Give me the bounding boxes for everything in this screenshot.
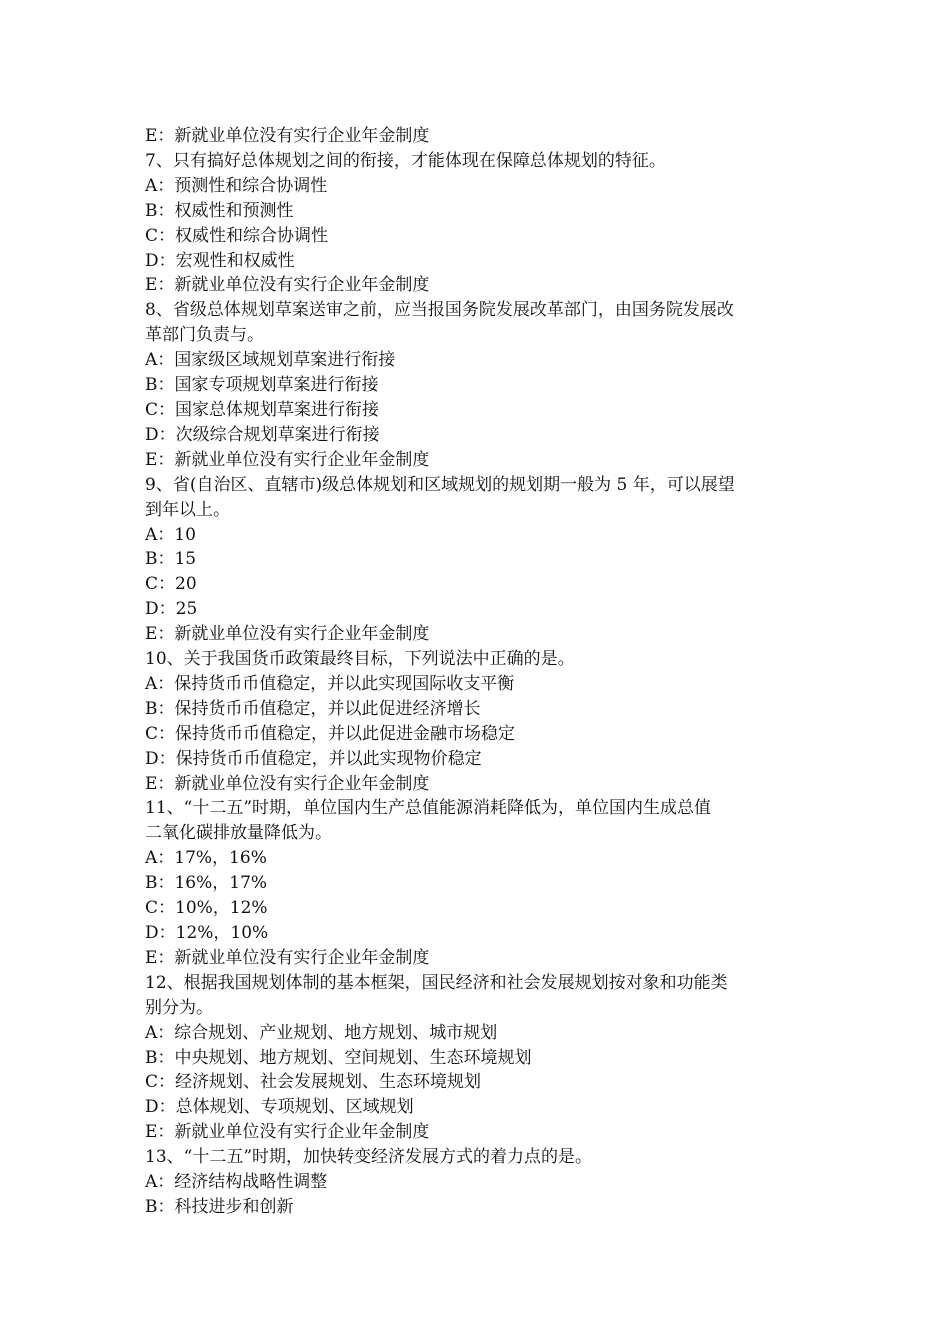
option-line: A：经济结构战略性调整 — [145, 1172, 328, 1193]
option-line: B：科技进步和创新 — [145, 1196, 294, 1217]
option-line: C：国家总体规划草案进行衔接 — [145, 399, 380, 420]
option-line: B：中央规划、地方规划、空间规划、生态环境规划 — [145, 1047, 532, 1068]
option-line: C：经济规划、社会发展规划、生态环境规划 — [145, 1072, 482, 1093]
question-line: 8、省级总体规划草案送审之前，应当报国务院发展改革部门，由国务院发展改 — [145, 300, 734, 321]
option-line: A：17%，16% — [145, 848, 267, 869]
option-line: E：新就业单位没有实行企业年金制度 — [145, 275, 430, 296]
option-line: D：25 — [145, 599, 198, 620]
question-line-continuation: 革部门负责与。 — [145, 325, 264, 346]
question-line-continuation: 别分为。 — [145, 997, 213, 1018]
option-line: B：国家专项规划草案进行衔接 — [145, 375, 379, 396]
question-line-continuation: 二氧化碳排放量降低为。 — [145, 823, 332, 844]
option-line: A：综合规划、产业规划、地方规划、城市规划 — [145, 1022, 498, 1043]
option-line: A：国家级区域规划草案进行衔接 — [145, 350, 396, 371]
option-line: C：10%，12% — [145, 898, 268, 919]
option-line: D：次级综合规划草案进行衔接 — [145, 424, 380, 445]
question-line: 7、只有搞好总体规划之间的衔接，才能体现在保障总体规划的特征。 — [145, 150, 666, 171]
option-line: B：权威性和预测性 — [145, 200, 294, 221]
option-line: A：预测性和综合协调性 — [145, 175, 328, 196]
option-line: B：16%，17% — [145, 873, 268, 894]
option-line: D：宏观性和权威性 — [145, 250, 295, 271]
option-line: A：10 — [145, 524, 196, 545]
option-line: E：新就业单位没有实行企业年金制度 — [145, 1122, 430, 1143]
question-line: 10、关于我国货币政策最终目标，下列说法中正确的是。 — [145, 649, 575, 670]
option-line: A：保持货币币值稳定，并以此实现国际收支平衡 — [145, 673, 515, 694]
option-line: C：权威性和综合协调性 — [145, 225, 329, 246]
option-line: E：新就业单位没有实行企业年金制度 — [145, 449, 430, 470]
option-line: D：保持货币币值稳定，并以此实现物价稳定 — [145, 748, 482, 769]
option-line: B：保持货币币值稳定，并以此促进经济增长 — [145, 698, 481, 719]
option-line: C：保持货币币值稳定，并以此促进金融市场稳定 — [145, 723, 516, 744]
question-line: 11、“十二五”时期，单位国内生产总值能源消耗降低为，单位国内生成总值 — [145, 798, 712, 819]
option-line: E：新就业单位没有实行企业年金制度 — [145, 773, 430, 794]
option-line: D：12%，10% — [145, 923, 269, 943]
option-line: E：新就业单位没有实行企业年金制度 — [145, 126, 430, 146]
question-line: 12、根据我国规划体制的基本框架，国民经济和社会发展规划按对象和功能类 — [145, 972, 728, 993]
option-line: D：总体规划、专项规划、区域规划 — [145, 1097, 414, 1118]
option-line: E：新就业单位没有实行企业年金制度 — [145, 947, 430, 968]
question-line: 9、省(自治区、直辖市)级总体规划和区域规划的规划期一般为 5 年，可以展望 — [145, 474, 735, 495]
option-line: C：20 — [145, 574, 197, 595]
option-line: B：15 — [145, 549, 197, 570]
document-body — [145, 124, 815, 1220]
question-line-continuation: 到年以上。 — [145, 499, 230, 520]
question-line: 13、“十二五”时期，加快转变经济发展方式的着力点的是。 — [145, 1147, 593, 1168]
option-line: E：新就业单位没有实行企业年金制度 — [145, 624, 430, 645]
